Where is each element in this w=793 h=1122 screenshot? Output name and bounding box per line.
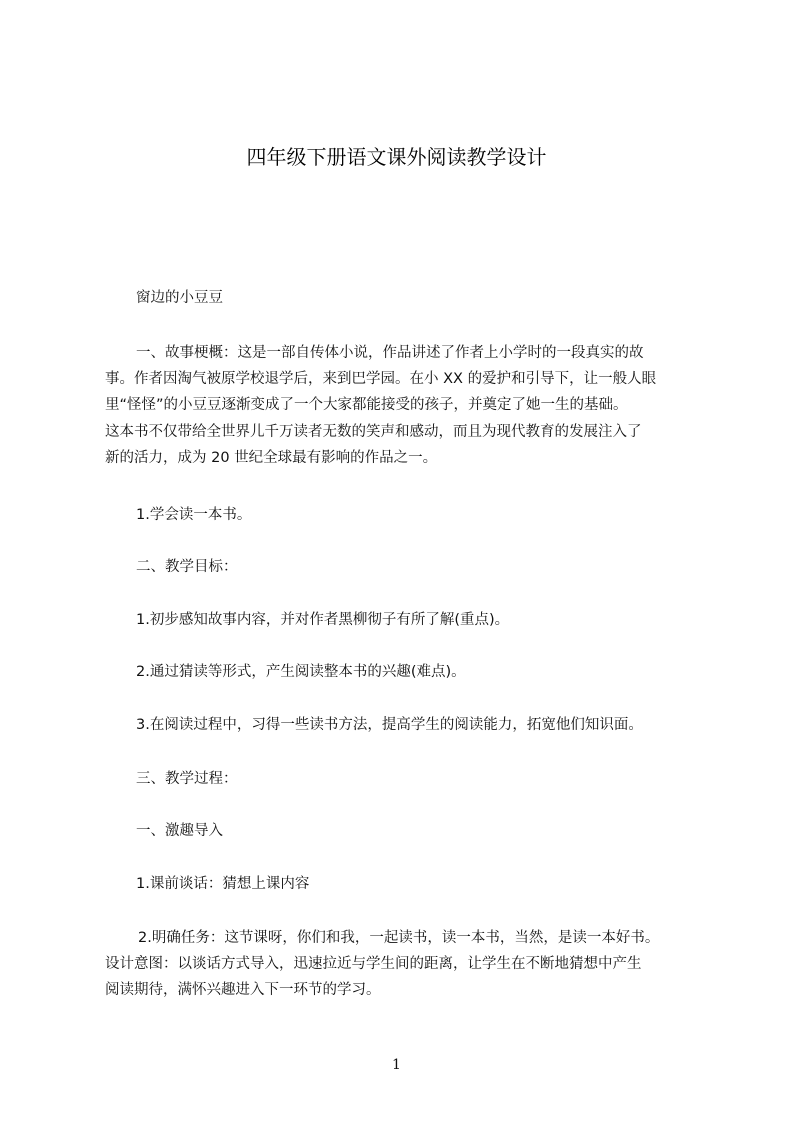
- step-item: 1.课前谈话：猜想上课内容: [136, 876, 310, 892]
- summary-line: 这本书不仅带给全世界儿千万读者无数的笑声和感动，而且为现代教育的发展注入了: [105, 424, 642, 440]
- book-title: 窗边的小豆豆: [136, 290, 223, 306]
- step-heading: 一、激趣导入: [136, 823, 223, 839]
- page-number: 1: [392, 1057, 401, 1073]
- goal-item: 1.初步感知故事内容，并对作者黑柳彻子有所了解(重点)。: [136, 612, 510, 628]
- goal-item: 3.在阅读过程中，习得一些读书方法，提高学生的阅读能力，拓宽他们知识面。: [136, 717, 643, 733]
- section-heading-process: 三、教学过程：: [136, 771, 238, 787]
- goal-item: 2.通过猜读等形式，产生阅读整本书的兴趣(难点)。: [136, 664, 466, 680]
- summary-line: 一、故事梗概：这是一部自传体小说，作品讲述了作者上小学时的一段真实的故: [136, 345, 644, 361]
- summary-line: 里“怪怪”的小豆豆逐渐变成了一个大家都能接受的孩子，并奠定了她一生的基础。: [105, 397, 628, 413]
- step-line: 阅读期待，满怀兴趣进入下一环节的学习。: [105, 982, 381, 998]
- step-line: 2.明确任务：这节课呀，你们和我，一起读书，读一本书，当然，是读一本好书。: [138, 930, 660, 946]
- summary-line: 新的活力，成为 20 世纪全球最有影响的作品之一。: [105, 450, 438, 466]
- section-heading-goals: 二、教学目标：: [136, 559, 238, 575]
- summary-line: 事。作者因淘气被原学校退学后，来到巴学园。在小 XX 的爱护和引导下，让一般人眼: [105, 371, 657, 387]
- item-learn: 1.学会读一本书。: [136, 507, 252, 523]
- document-title: 四年级下册语文课外阅读教学设计: [246, 145, 547, 169]
- step-line: 设计意图：以谈话方式导入，迅速拉近与学生间的距离，让学生在不断地猜想中产生: [105, 956, 642, 972]
